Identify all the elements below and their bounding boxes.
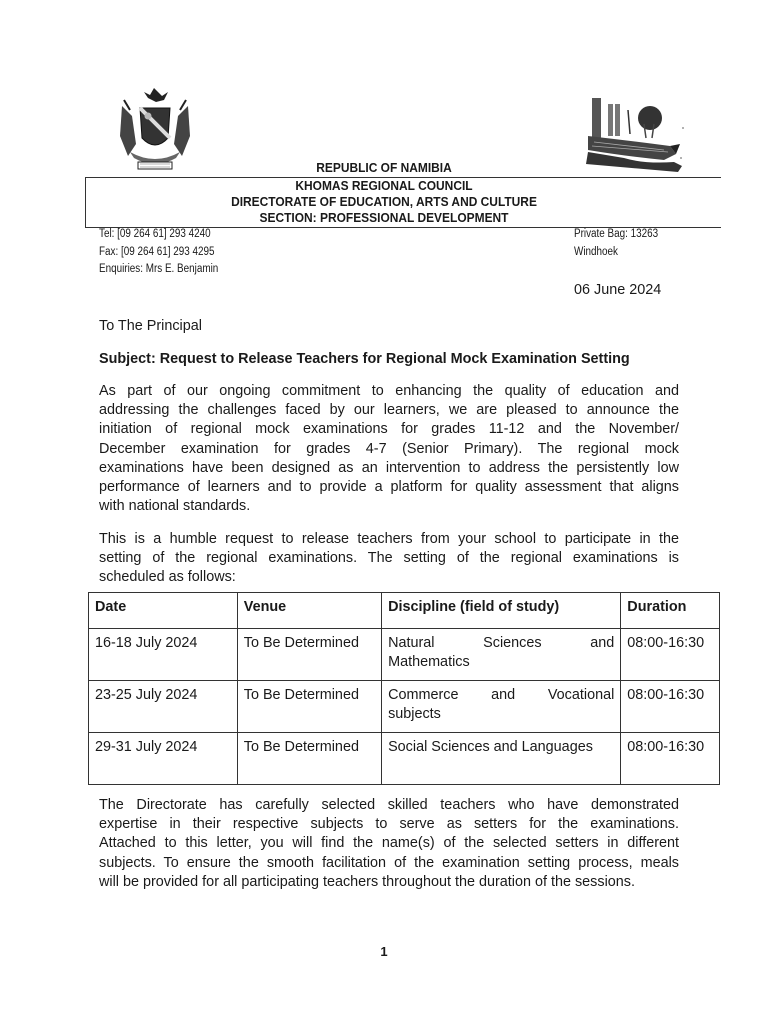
paragraph-line: performance of learners and to provide a platform for quality assessment that aligns [99, 479, 679, 496]
cell-duration: 08:00-16:30 [621, 681, 720, 733]
letter-date: 06 June 2024 [574, 282, 662, 298]
discipline-word: Sciences [483, 635, 542, 651]
cell-venue: To Be Determined [237, 733, 381, 785]
header-venue: Venue [237, 593, 381, 629]
table-row [89, 629, 720, 681]
header-date: Date [89, 593, 238, 629]
cell-discipline: Social Sciences and Languages [382, 733, 621, 785]
header-duration: Duration [621, 593, 720, 629]
recipient: To The Principal [99, 318, 202, 334]
cell-discipline [382, 681, 621, 733]
header-discipline: Discipline (field of study) [382, 593, 621, 629]
discipline-word: Natural [388, 635, 435, 651]
subject-line: Subject: Request to Release Teachers for Regional Mock Examination Setting [99, 351, 630, 367]
header-section: SECTION: PROFESSIONAL DEVELOPMENT [259, 210, 509, 225]
cell-date: 16-18 July 2024 [89, 629, 238, 681]
paragraph-line: Attached to this letter, you will find the name(s) of the selected setters in different [99, 835, 679, 852]
paragraph-line: December examination for grades 4-7 (Senior Primary). The regional mock [99, 440, 679, 457]
cell-date: 29-31 July 2024 [89, 733, 238, 785]
paragraph-line: As part of our ongoing commitment to enhancing the quality of education and [99, 383, 679, 399]
contact-city: Windhoek [574, 246, 618, 258]
paragraph-setters [99, 796, 679, 892]
paragraph-line: scheduled as follows: [99, 569, 236, 586]
paragraph-line: addressing the challenges faced by our learners, we are pleased to announce the [99, 402, 679, 419]
paragraph-intro [99, 382, 679, 516]
header-republic: REPUBLIC OF NAMIBIA [316, 160, 452, 175]
paragraph-line: will be provided for all participating teachers throughout the duration of the sessions. [99, 873, 635, 890]
schedule-table [88, 592, 720, 785]
paragraph-line: initiation of regional mock examinations for grades 11-12 and the November/ [99, 421, 679, 438]
paragraph-line: The Directorate has carefully selected skilled teachers who have demonstrated [99, 797, 679, 813]
discipline-word: Vocational [547, 687, 615, 703]
cell-venue: To Be Determined [237, 681, 381, 733]
paragraph-line: with national standards. [99, 498, 251, 515]
cell-duration: 08:00-16:30 [621, 629, 720, 681]
discipline-line: subjects [388, 706, 441, 722]
discipline-word: and [491, 687, 516, 703]
discipline-word: Commerce [388, 687, 459, 703]
table-row [89, 733, 720, 785]
discipline-line: Mathematics [388, 654, 470, 670]
paragraph-line: subjects. To ensure the smooth facilitation of the examination setting process, meals [99, 854, 679, 871]
contact-fax: Fax: [09 264 61] 293 4295 [99, 246, 215, 258]
paragraph-request [99, 530, 679, 588]
page-number: 1 [380, 944, 388, 959]
paragraph-line: setting of the regional examinations. The setting of the regional examinations is [99, 550, 679, 567]
paragraph-line: expertise in their respective subjects to serve as setters for the examinations. [99, 816, 679, 833]
header-council: KHOMAS REGIONAL COUNCIL [295, 178, 473, 193]
table-header-row [89, 593, 720, 629]
paragraph-line: examinations have been designed as an intervention to address the persistently low [99, 459, 679, 476]
discipline-word: and [590, 635, 615, 651]
contact-enquiries: Enquiries: Mrs E. Benjamin [99, 263, 219, 275]
contact-private-bag: Private Bag: 13263 [574, 228, 659, 240]
contact-tel: Tel: [09 264 61] 293 4240 [99, 228, 211, 240]
cell-discipline [382, 629, 621, 681]
cell-venue: To Be Determined [237, 629, 381, 681]
header-directorate: DIRECTORATE OF EDUCATION, ARTS AND CULTURE [231, 194, 537, 209]
paragraph-line: This is a humble request to release teachers from your school to participate in the [99, 531, 679, 547]
cell-duration: 08:00-16:30 [621, 733, 720, 785]
cell-date: 23-25 July 2024 [89, 681, 238, 733]
table-row [89, 681, 720, 733]
